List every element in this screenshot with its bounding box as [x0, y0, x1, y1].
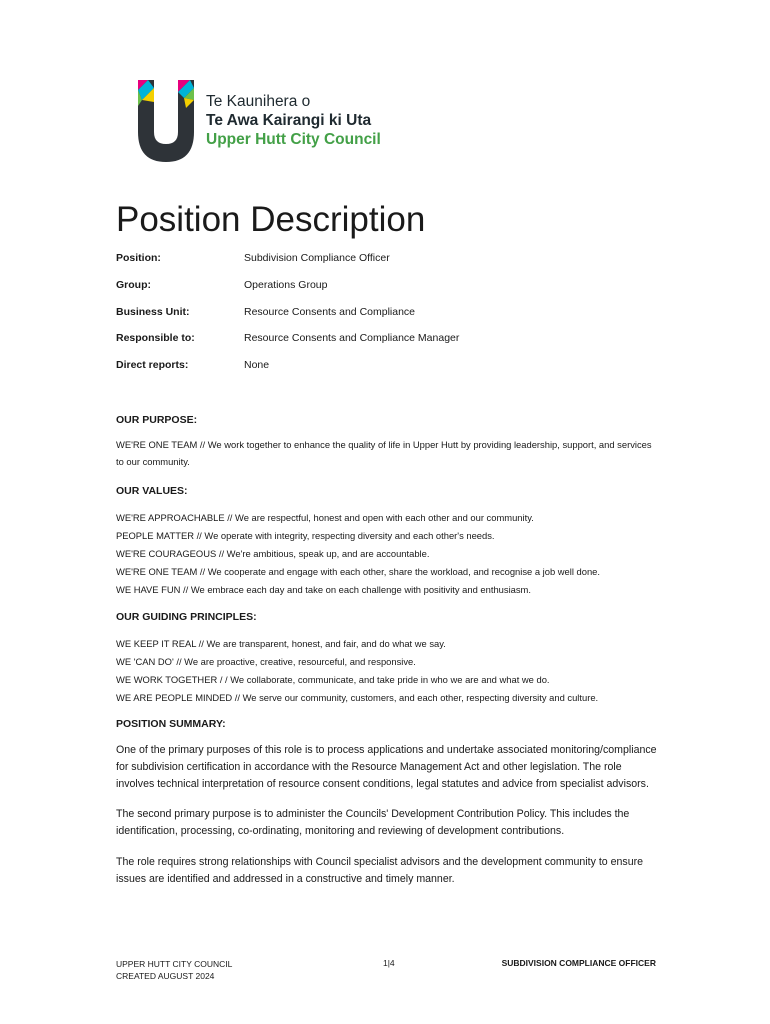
- summary-paragraph: The second primary purpose is to administer the Councils' Development Contribution Policy. This includes the identification, processing, co-ordinating, monitoring and reviewing of development contributions.: [116, 808, 630, 838]
- page-number: 1|4: [383, 958, 395, 968]
- info-row-responsible-to: [116, 332, 676, 359]
- principle-line: WE WORK TOGETHER / / We collaborate, communicate, and take pride in who we are and what we do.: [116, 674, 550, 685]
- footer-org: UPPER HUTT CITY COUNCIL: [116, 959, 233, 969]
- footer-role: SUBDIVISION COMPLIANCE OFFICER: [501, 958, 656, 968]
- summary-heading: POSITION SUMMARY:: [116, 718, 226, 730]
- summary-paragraph: One of the primary purposes of this role is to process applications and undertake associated monitoring/compliance for subdivision certification in accordance with the Resource Management Act and other legislation. The role involves technical interpretation of resource consent conditions, legal statutes and advice from specialist advisors.: [116, 744, 657, 790]
- info-value: Resource Consents and Compliance Manager: [244, 332, 460, 345]
- purpose-text: WE'RE ONE TEAM // We work together to enhance the quality of life in Upper Hutt by providing leadership, support, and services to our community.: [116, 439, 652, 467]
- info-label: Business Unit:: [116, 305, 190, 318]
- info-value: Resource Consents and Compliance: [244, 305, 416, 318]
- info-value: Subdivision Compliance Officer: [244, 252, 390, 264]
- footer-created: CREATED AUGUST 2024: [116, 971, 215, 981]
- info-label: Direct reports:: [116, 359, 189, 372]
- principle-line: WE KEEP IT REAL // We are transparent, honest, and fair, and do what we say.: [116, 638, 446, 649]
- u-logo-icon: [134, 78, 200, 164]
- value-line: WE'RE APPROACHABLE // We are respectful, honest and open with each other and our community.: [116, 512, 534, 523]
- values-section: [116, 485, 661, 599]
- purpose-heading: OUR PURPOSE:: [116, 414, 198, 426]
- info-row-group: [116, 279, 676, 306]
- position-info-table: [116, 252, 676, 386]
- purpose-section: [116, 414, 661, 470]
- value-line: WE'RE COURAGEOUS // We're ambitious, speak up, and are accountable.: [116, 548, 430, 559]
- principle-line: WE ARE PEOPLE MINDED // We serve our community, customers, and each other, respecting diversity and culture.: [116, 692, 599, 703]
- page-title: Position Description: [116, 200, 426, 239]
- info-row-position: [116, 252, 676, 279]
- summary-paragraph: The role requires strong relationships with Council specialist advisors and the development community to ensure issues are identified and addressed in a constructive and timely manner.: [116, 855, 644, 885]
- info-label: Position:: [116, 252, 161, 264]
- info-label: Responsible to:: [116, 332, 195, 345]
- values-heading: OUR VALUES:: [116, 485, 188, 497]
- principle-line: WE 'CAN DO' // We are proactive, creative, resourceful, and responsive.: [116, 656, 416, 667]
- value-line: WE HAVE FUN // We embrace each day and take on each challenge with positivity and enthusiasm.: [116, 584, 531, 595]
- summary-section: [116, 718, 661, 888]
- principles-section: [116, 611, 661, 707]
- info-value: None: [244, 359, 270, 372]
- logo-line-1: Te Kaunihera o: [206, 93, 311, 110]
- council-logo: [134, 78, 394, 164]
- value-line: WE'RE ONE TEAM // We cooperate and engage with each other, share the workload, and recognise a job well done.: [116, 566, 601, 577]
- info-value: Operations Group: [244, 278, 328, 291]
- logo-line-3: Upper Hutt City Council: [206, 131, 381, 148]
- info-row-business-unit: [116, 306, 676, 333]
- value-line: PEOPLE MATTER // We operate with integrity, respecting diversity and each other's needs.: [116, 530, 495, 541]
- principles-heading: OUR GUIDING PRINCIPLES:: [116, 611, 257, 623]
- info-label: Group:: [116, 278, 151, 291]
- info-row-direct-reports: [116, 359, 676, 386]
- logo-line-2: Te Awa Kairangi ki Uta: [206, 112, 372, 129]
